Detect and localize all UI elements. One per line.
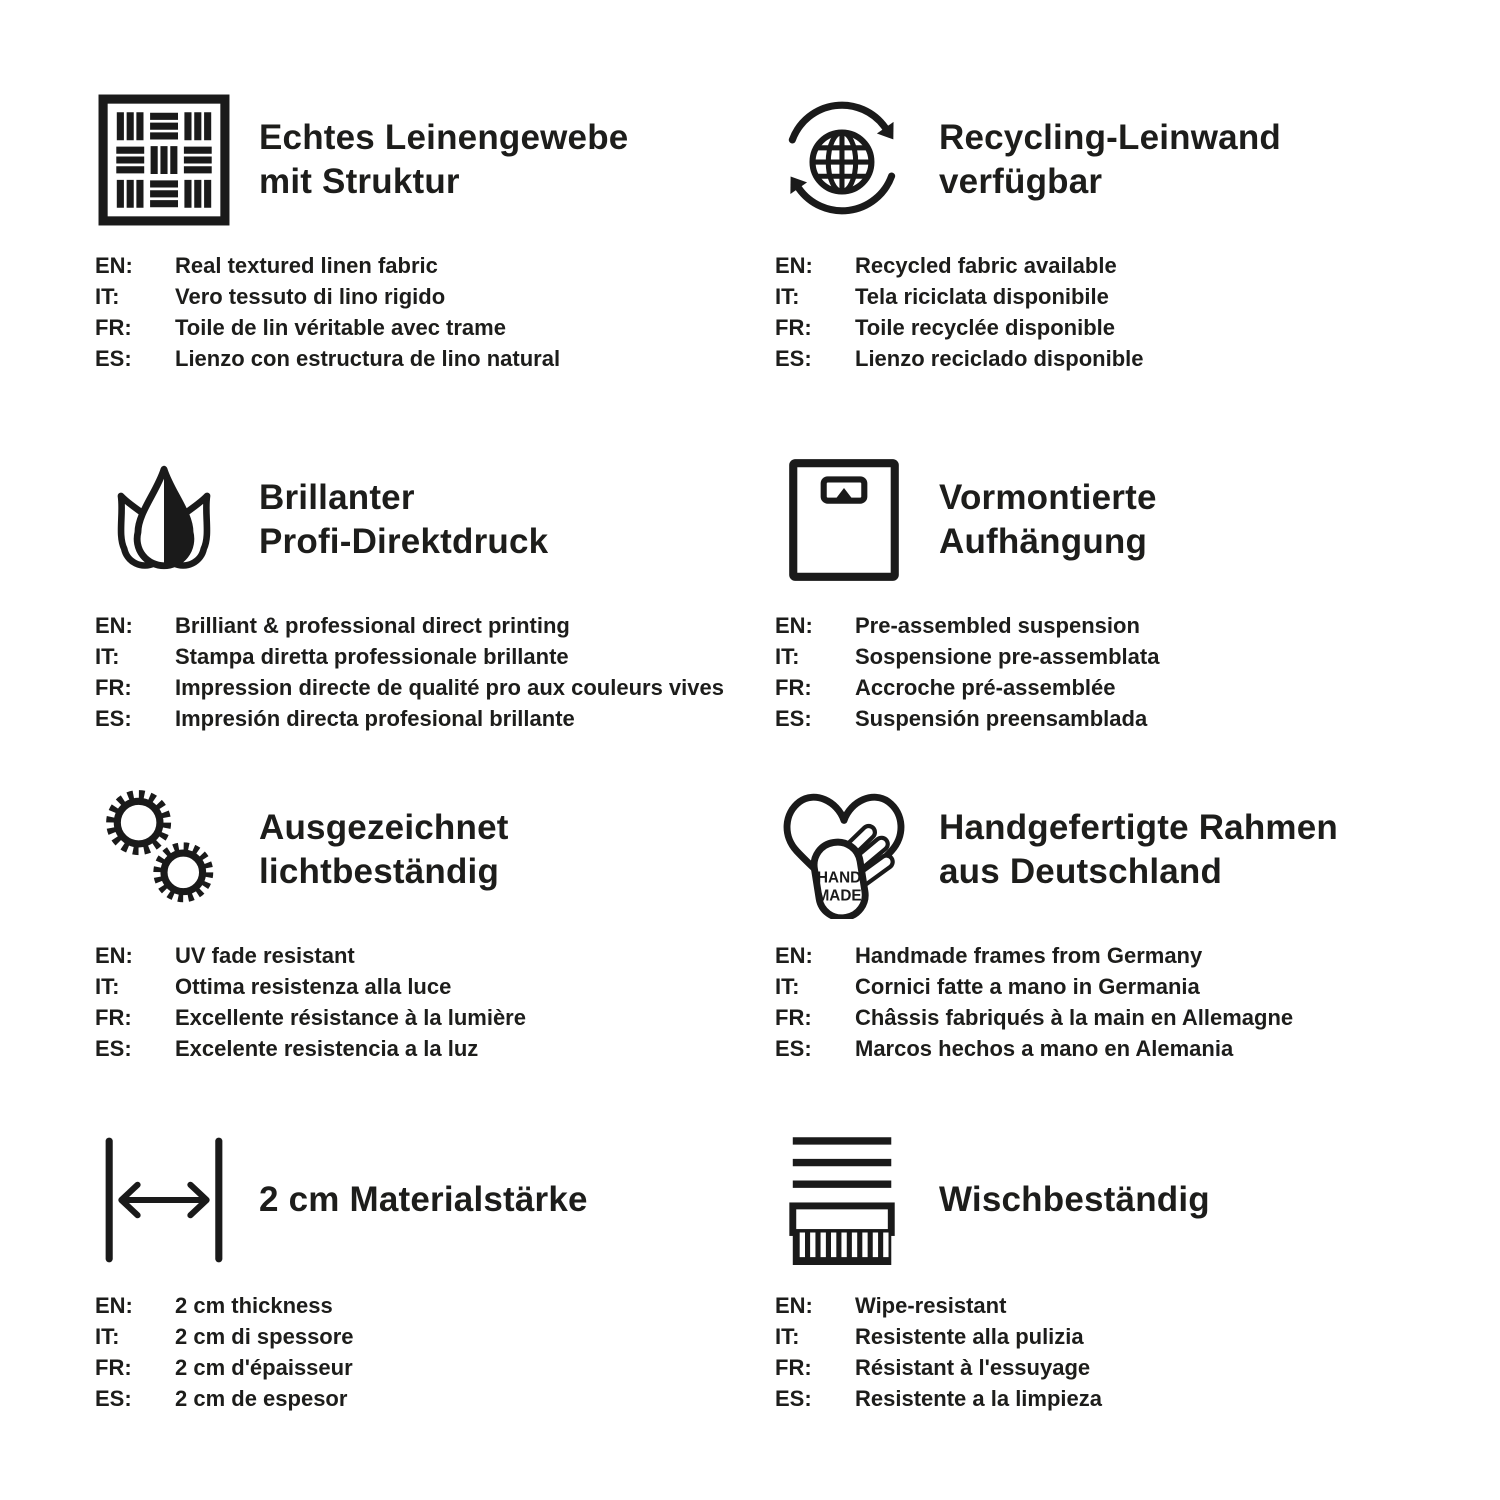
translation-row xyxy=(775,610,1440,641)
lang-label: IT: xyxy=(95,974,120,999)
lang-text: Handmade frames from Germany xyxy=(855,943,1203,968)
feature-handmade-header xyxy=(775,780,1440,920)
translation-row xyxy=(775,1321,1440,1352)
title-line: lichtbeständig xyxy=(259,852,500,891)
feature-uv xyxy=(95,780,760,1130)
lang-text: Wipe-resistant xyxy=(855,1293,1007,1318)
translation-row xyxy=(775,1033,1440,1064)
translation-row xyxy=(95,250,760,281)
lang-text: 2 cm di spessore xyxy=(175,1324,354,1349)
lang-text: Toile recyclée disponible xyxy=(855,315,1116,340)
feature-linen-translations xyxy=(95,250,760,374)
feature-thickness-title xyxy=(259,1178,588,1222)
translation-row xyxy=(775,1290,1440,1321)
translation-row xyxy=(775,1352,1440,1383)
handmade-icon-text: MADE xyxy=(816,887,862,905)
feature-suspension xyxy=(775,450,1440,780)
title-line: Handgefertigte Rahmen xyxy=(939,807,1338,847)
lang-label: IT: xyxy=(95,644,120,669)
translation-row xyxy=(95,1033,760,1064)
ink-drops-icon xyxy=(95,450,233,590)
translation-row xyxy=(775,940,1440,971)
lang-label: EN: xyxy=(775,943,813,968)
translation-row xyxy=(95,312,760,343)
lang-text: 2 cm thickness xyxy=(175,1293,333,1318)
lang-label: EN: xyxy=(775,613,813,638)
lang-text: Lienzo con estructura de lino natural xyxy=(175,346,561,371)
feature-grid xyxy=(95,90,1440,1414)
translation-row xyxy=(775,312,1440,343)
lang-text: Toile de lin véritable avec trame xyxy=(175,315,506,340)
translation-row xyxy=(95,672,760,703)
lang-text: Vero tessuto di lino rigido xyxy=(175,284,446,309)
lang-label: EN: xyxy=(775,253,813,278)
lang-label: IT: xyxy=(775,974,800,999)
lang-label: ES: xyxy=(775,346,812,371)
lang-text: 2 cm de espesor xyxy=(175,1386,348,1411)
lang-label: EN: xyxy=(95,1293,133,1318)
feature-suspension-header xyxy=(775,450,1440,590)
title-line: Wischbeständig xyxy=(939,1179,1210,1219)
linen-texture-icon xyxy=(95,90,233,230)
feature-thickness-translations xyxy=(95,1290,760,1414)
lang-label: EN: xyxy=(95,613,133,638)
translation-row xyxy=(775,1002,1440,1033)
feature-recycling xyxy=(775,90,1440,450)
lang-text: Impression directe de qualité pro aux couleurs vives xyxy=(175,675,724,700)
translation-row xyxy=(775,641,1440,672)
lang-text: Cornici fatte a mano in Germania xyxy=(855,974,1200,999)
translation-row xyxy=(95,610,760,641)
lang-label: ES: xyxy=(95,1036,132,1061)
lang-text: Excelente resistencia a la luz xyxy=(175,1036,479,1061)
feature-linen-title xyxy=(259,116,628,204)
feature-recycling-translations xyxy=(775,250,1440,374)
lang-text: Marcos hechos a mano en Alemania xyxy=(855,1036,1234,1061)
translation-row xyxy=(95,641,760,672)
lang-label: FR: xyxy=(95,315,132,340)
translation-row xyxy=(775,343,1440,374)
lang-text: Tela riciclata disponibile xyxy=(855,284,1109,309)
lang-text: Suspensión preensamblada xyxy=(855,706,1148,731)
gears-icon xyxy=(95,780,233,920)
lang-text: UV fade resistant xyxy=(175,943,355,968)
translation-row xyxy=(95,343,760,374)
translation-row xyxy=(775,250,1440,281)
feature-thickness xyxy=(95,1130,760,1414)
lang-label: EN: xyxy=(95,253,133,278)
lang-label: FR: xyxy=(95,1355,132,1380)
title-line: mit Struktur xyxy=(259,162,460,201)
lang-label: ES: xyxy=(95,1386,132,1411)
translation-row xyxy=(95,1290,760,1321)
feature-print-header xyxy=(95,450,760,590)
feature-print xyxy=(95,450,760,780)
feature-linen xyxy=(95,90,760,450)
lang-text: Stampa diretta professionale brillante xyxy=(175,644,569,669)
translation-row xyxy=(775,672,1440,703)
lang-text: Impresión directa profesional brillante xyxy=(175,706,575,731)
lang-label: ES: xyxy=(95,706,132,731)
lang-label: IT: xyxy=(775,644,800,669)
feature-wipe-header xyxy=(775,1130,1440,1270)
lang-text: Ottima resistenza alla luce xyxy=(175,974,452,999)
lang-text: Recycled fabric available xyxy=(855,253,1117,278)
feature-suspension-title xyxy=(939,476,1157,564)
translation-row xyxy=(95,281,760,312)
lang-label: EN: xyxy=(775,1293,813,1318)
translation-row xyxy=(95,1383,760,1414)
lang-label: IT: xyxy=(95,284,120,309)
lang-label: ES: xyxy=(95,346,132,371)
lang-text: Brilliant & professional direct printing xyxy=(175,613,570,638)
lang-label: FR: xyxy=(95,1005,132,1030)
lang-label: FR: xyxy=(775,1005,812,1030)
handmade-heart-icon xyxy=(775,780,913,920)
lang-text: Resistente alla pulizia xyxy=(855,1324,1084,1349)
canvas-hanger-icon xyxy=(775,450,913,590)
feature-print-translations xyxy=(95,610,760,734)
feature-wipe-translations xyxy=(775,1290,1440,1414)
lang-text: Châssis fabriqués à la main en Allemagne xyxy=(855,1005,1294,1030)
lang-label: IT: xyxy=(775,284,800,309)
feature-handmade-translations xyxy=(775,940,1440,1064)
translation-row xyxy=(775,703,1440,734)
title-line: aus Deutschland xyxy=(939,852,1223,891)
recycling-globe-icon xyxy=(775,90,913,230)
lang-label: FR: xyxy=(95,675,132,700)
lang-text: Lienzo reciclado disponible xyxy=(855,346,1144,371)
translation-row xyxy=(95,1321,760,1352)
lang-text: Excellente résistance à la lumière xyxy=(175,1005,526,1030)
lang-text: Accroche pré-assemblée xyxy=(855,675,1116,700)
translation-row xyxy=(775,971,1440,1002)
title-line: Echtes Leinengewebe xyxy=(259,117,629,157)
feature-wipe-title xyxy=(939,1178,1210,1222)
lang-label: ES: xyxy=(775,706,812,731)
feature-recycling-title xyxy=(939,116,1281,204)
lang-text: Sospensione pre-assemblata xyxy=(855,644,1160,669)
lang-text: Résistant à l'essuyage xyxy=(855,1355,1091,1380)
lang-text: 2 cm d'épaisseur xyxy=(175,1355,353,1380)
lang-label: FR: xyxy=(775,675,812,700)
translation-row xyxy=(95,703,760,734)
translation-row xyxy=(95,940,760,971)
title-line: Recycling-Leinwand xyxy=(939,117,1281,157)
translation-row xyxy=(95,1002,760,1033)
lang-label: IT: xyxy=(95,1324,120,1349)
title-line: Vormontierte xyxy=(939,477,1157,517)
lang-label: ES: xyxy=(775,1036,812,1061)
feature-suspension-translations xyxy=(775,610,1440,734)
feature-handmade-title xyxy=(939,806,1338,894)
feature-uv-title xyxy=(259,806,509,894)
feature-uv-header xyxy=(95,780,760,920)
translation-row xyxy=(775,1383,1440,1414)
lang-label: EN: xyxy=(95,943,133,968)
feature-wipe xyxy=(775,1130,1440,1414)
lang-label: FR: xyxy=(775,315,812,340)
brush-icon xyxy=(775,1130,913,1270)
thickness-arrow-icon xyxy=(95,1130,233,1270)
lang-text: Resistente a la limpieza xyxy=(855,1386,1102,1411)
feature-handmade xyxy=(775,780,1440,1130)
title-line: Ausgezeichnet xyxy=(259,807,509,847)
title-line: Brillanter xyxy=(259,477,415,517)
feature-thickness-header xyxy=(95,1130,760,1270)
feature-linen-header xyxy=(95,90,760,230)
title-line: Aufhängung xyxy=(939,522,1148,561)
feature-print-title xyxy=(259,476,548,564)
lang-text: Pre-assembled suspension xyxy=(855,613,1140,638)
title-line: 2 cm Materialstärke xyxy=(259,1179,588,1219)
lang-label: FR: xyxy=(775,1355,812,1380)
lang-text: Real textured linen fabric xyxy=(175,253,438,278)
translation-row xyxy=(95,1352,760,1383)
feature-recycling-header xyxy=(775,90,1440,230)
feature-uv-translations xyxy=(95,940,760,1064)
handmade-icon-text: HAND xyxy=(817,869,862,887)
lang-label: IT: xyxy=(775,1324,800,1349)
lang-label: ES: xyxy=(775,1386,812,1411)
title-line: verfügbar xyxy=(939,162,1103,201)
translation-row xyxy=(95,971,760,1002)
translation-row xyxy=(775,281,1440,312)
title-line: Profi-Direktdruck xyxy=(259,522,549,561)
